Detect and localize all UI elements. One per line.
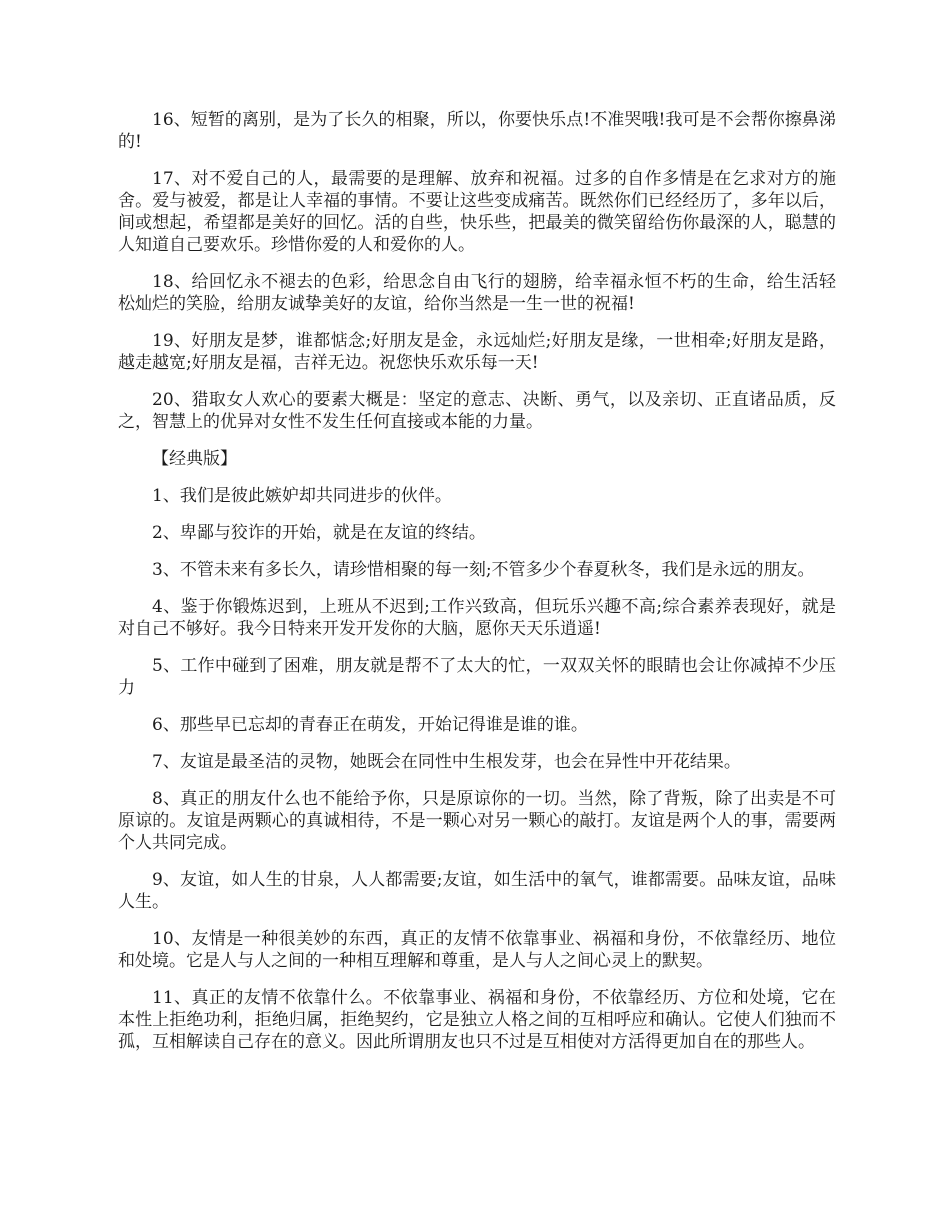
classic-paragraph-1: 1、我们是彼此嫉妒却共同进步的伙伴。 — [152, 486, 452, 506]
paragraph-18: 18、给回忆永不褪去的色彩，给思念自由飞行的翅膀，给幸福永恒不朽的生命，给生活轻松灿烂的笑脸，给朋友诚挚美好的友谊，给你当然是一生一世的祝福! — [118, 272, 836, 314]
paragraph-20: 20、猎取女人欢心的要素大概是：坚定的意志、决断、勇气，以及亲切、正直诸品质，反之，智慧上的优异对女性不发生任何直接或本能的力量。 — [118, 390, 836, 432]
document-page — [118, 109, 836, 1068]
classic-paragraph-10: 10、友情是一种很美妙的东西，真正的友情不依靠事业、祸福和身份，不依靠经历、地位和处境。它是人与人之间的一种相互理解和尊重，是人与人之间心灵上的默契。 — [118, 929, 836, 971]
classic-paragraph-7: 7、友谊是最圣洁的灵物，她既会在同性中生根发芽，也会在异性中开花结果。 — [152, 752, 741, 772]
section-heading-classic: 【经典版】 — [152, 449, 237, 469]
classic-paragraph-2: 2、卑鄙与狡诈的开始，就是在友谊的终结。 — [152, 523, 486, 543]
classic-paragraph-4: 4、鉴于你锻炼迟到，上班从不迟到;工作兴致高，但玩乐兴趣不高;综合素养表现好，就是对自己不够好。我今日特来开发开发你的大脑，愿你天天乐逍遥! — [118, 597, 836, 639]
classic-paragraph-3: 3、不管未来有多长久，请珍惜相聚的每一刻;不管多少个春夏秋冬，我们是永远的朋友。 — [152, 560, 815, 580]
paragraph-16: 16、短暂的离别，是为了长久的相聚，所以，你要快乐点!不准哭哦!我可是不会帮你擦鼻涕的! — [118, 110, 836, 152]
classic-paragraph-9: 9、友谊，如人生的甘泉，人人都需要;友谊，如生活中的氧气，谁都需要。品味友谊，品味人生。 — [118, 870, 836, 912]
paragraph-19: 19、好朋友是梦，谁都惦念;好朋友是金，永远灿烂;好朋友是缘，一世相牵;好朋友是路，越走越宽;好朋友是福，吉祥无边。祝您快乐欢乐每一天! — [118, 331, 836, 373]
classic-paragraph-6: 6、那些早已忘却的青春正在萌发，开始记得谁是谁的谁。 — [152, 715, 588, 735]
paragraph-17: 17、对不爱自己的人，最需要的是理解、放弃和祝福。过多的自作多情是在乞求对方的施舍。爱与被爱，都是让人幸福的事情。不要让这些变成痛苦。既然你们已经经历了，多年以后，间或想起，希望都是美好的回忆。活的自些，快乐些，把最美的微笑留给伤你最深的人，聪慧的人知道自己要欢乐。珍惜你爱的人和爱你的人。 — [118, 169, 836, 255]
classic-paragraph-8: 8、真正的朋友什么也不能给予你，只是原谅你的一切。当然，除了背叛，除了出卖是不可原谅的。友谊是两颗心的真诚相待，不是一颗心对另一颗心的敲打。友谊是两个人的事，需要两个人共同完成。 — [118, 789, 836, 853]
classic-paragraph-5: 5、工作中碰到了困难，朋友就是帮不了太大的忙，一双双关怀的眼睛也会让你减掉不少压力 — [118, 656, 836, 698]
classic-paragraph-11: 11、真正的友情不依靠什么。不依靠事业、祸福和身份，不依靠经历、方位和处境，它在本性上拒绝功利，拒绝归属，拒绝契约，它是独立人格之间的互相呼应和确认。它使人们独而不孤，互相解读自己存在的意义。因此所谓朋友也只不过是互相使对方活得更加自在的那些人。 — [118, 988, 836, 1052]
